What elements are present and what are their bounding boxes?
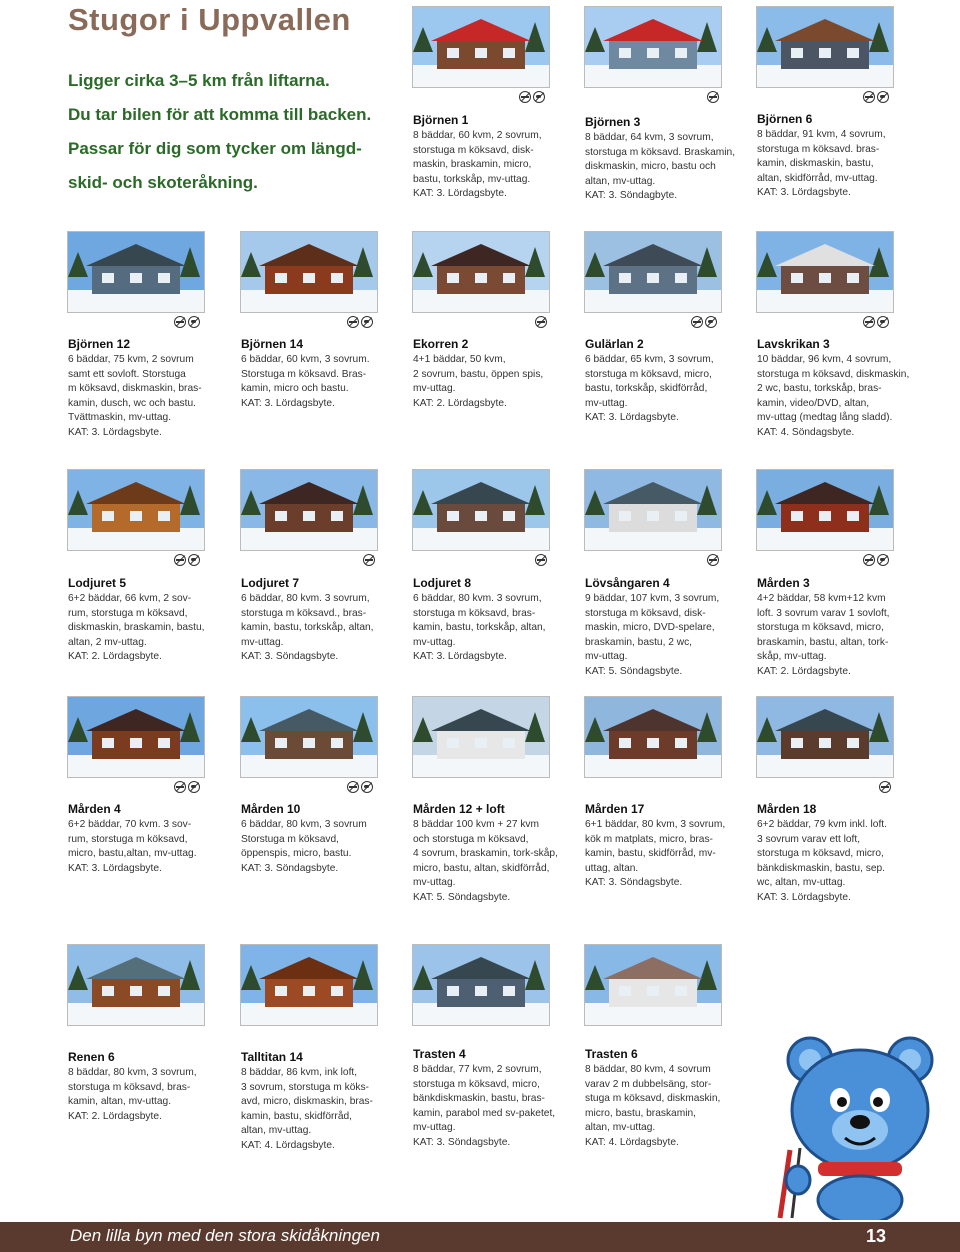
cabin-description-line: rum, storstuga m köksavd, — [68, 833, 188, 845]
cabin-description-line: wc, altan, mv-uttag. — [757, 877, 846, 888]
cabin-description-line: 4+2 bäddar, 58 kvm+12 kvm — [757, 593, 886, 604]
no-pets-icon — [533, 91, 545, 103]
no-smoking-icon — [174, 316, 186, 328]
no-pets-icon — [188, 781, 200, 793]
cabin-rule-icons — [172, 553, 200, 567]
cabin-description — [757, 128, 907, 201]
cabin-name: Lodjuret 8 — [413, 576, 472, 590]
no-smoking-icon — [879, 781, 891, 793]
cabin-photo — [757, 697, 893, 777]
cabin-photo — [585, 7, 721, 87]
cabin-description-line: 6 bäddar, 80 kvm. 3 sovrum, — [241, 593, 370, 604]
cabin-description-line: bänkdiskmaskin, bastu, bras- — [413, 1093, 545, 1104]
cabin-rule-icons — [689, 315, 717, 329]
cabin-description — [585, 592, 735, 679]
cabin-description-line: kamin, micro och bastu. — [241, 383, 349, 394]
cabin-description — [757, 818, 907, 905]
cabin-description-line: maskin, braskamin, micro, — [413, 159, 532, 170]
cabin-description-line: bastu, torkskåp, skidförråd, — [585, 383, 708, 394]
cabin-description — [413, 1063, 563, 1150]
no-smoking-icon — [174, 781, 186, 793]
cabin-description-line: 6 bäddar, 80 kvm, 3 sovrum — [241, 819, 367, 830]
cabin-description-line: KAT: 3. Lördagsbyte. — [241, 397, 335, 409]
cabin-description-line: KAT: 3. Lördagsbyte. — [413, 651, 507, 662]
cabin-description-line: bastu, torkskåp, mv-uttag. — [413, 173, 531, 185]
cabin-description-line: storstuga m köksavd, bras- — [68, 1081, 191, 1093]
cabin-description-line: storstuga m köksavd, disk- — [413, 144, 534, 156]
cabin-description-line: 8 bäddar, 91 kvm, 4 sovrum, — [757, 129, 886, 140]
cabin-photo — [413, 697, 549, 777]
no-smoking-icon — [863, 554, 875, 566]
cabin-description-line: 8 bäddar 100 kvm + 27 kvm — [413, 819, 539, 830]
cabin-name: Lövsångaren 4 — [585, 576, 670, 590]
cabin-description — [241, 592, 391, 665]
cabin-description — [413, 818, 563, 905]
cabin-description-line: öppenspis, micro, bastu. — [241, 848, 352, 859]
cabin-description-line: uttag, altan. — [585, 862, 639, 874]
footer-slogan: Den lilla byn med den stora skidåkningen — [70, 1226, 380, 1245]
cabin-description-line: KAT: 3. Söndagsbyte. — [241, 651, 339, 662]
cabin-description-line: samt ett sovloft. Storstuga — [68, 368, 186, 380]
cabin-description-line: bänkdiskmaskin, bastu, sep. — [757, 862, 885, 874]
cabin-rule-icons — [533, 553, 547, 567]
no-smoking-icon — [174, 554, 186, 566]
cabin-description-line: 8 bäddar, 86 kvm, ink loft, — [241, 1067, 358, 1078]
cabin-description-line: 2 wc, bastu, torkskåp, bras- — [757, 383, 882, 394]
cabin-description-line: 3 sovrum varav ett loft, — [757, 833, 861, 845]
cabin-description-line: Storstuga m köksavd, — [241, 833, 339, 845]
cabin-name: Mården 17 — [585, 802, 645, 816]
bear-mascot-icon — [770, 1030, 950, 1220]
cabin-description-line: storstuga m köksavd, micro, — [585, 368, 712, 380]
cabin-description-line: 8 bäddar, 64 kvm, 3 sovrum, — [585, 132, 714, 143]
no-smoking-icon — [863, 316, 875, 328]
cabin-rule-icons — [345, 315, 373, 329]
cabin-description-line: kamin, diskmaskin, bastu, — [757, 158, 874, 169]
cabin-description-line: KAT: 3. Söndagbyte. — [585, 190, 678, 201]
cabin-rule-icons — [361, 553, 375, 567]
cabin-description-line: kamin, bastu, skidförråd, — [241, 1110, 352, 1122]
cabin-description-line: KAT: 3. Lördagsbyte. — [757, 891, 851, 903]
no-smoking-icon — [535, 316, 547, 328]
cabin-description-line: mv-uttag. — [241, 636, 284, 648]
cabin-description-line: KAT: 3. Söndagsbyte. — [241, 862, 339, 874]
cabin-name: Björnen 3 — [585, 115, 641, 129]
cabin-rule-icons — [861, 90, 889, 104]
no-pets-icon — [361, 781, 373, 793]
no-pets-icon — [188, 316, 200, 328]
cabin-description-line: storstuga m köksavd, disk- — [585, 607, 706, 619]
cabin-description-line: micro, bastu, altan, skidförråd, — [413, 862, 550, 874]
cabin-description-line: altan, 2 mv-uttag. — [68, 636, 147, 648]
cabin-name: Mården 3 — [757, 576, 810, 590]
cabin-description-line: KAT: 2. Lördagsbyte. — [757, 665, 851, 677]
cabin-description-line: KAT: 5. Söndagsbyte. — [413, 891, 511, 903]
cabin-photo — [757, 470, 893, 550]
cabin-description-line: mv-uttag. — [413, 1122, 456, 1133]
cabin-name: Björnen 6 — [757, 112, 813, 126]
cabin-name: Trasten 4 — [413, 1047, 466, 1061]
cabin-rule-icons — [861, 553, 889, 567]
no-smoking-icon — [707, 91, 719, 103]
cabin-description — [241, 818, 391, 876]
cabin-description — [68, 1066, 218, 1124]
cabin-description — [241, 1066, 391, 1153]
cabin-description-line: skåp, mv-uttag. — [757, 651, 827, 662]
no-smoking-icon — [707, 554, 719, 566]
cabin-name: Gulärlan 2 — [585, 337, 644, 351]
cabin-description-line: KAT: 3. Söndagsbyte. — [585, 877, 683, 888]
cabin-description — [413, 353, 563, 411]
intro-line: Ligger cirka 3–5 km från liftarna. — [68, 71, 330, 90]
cabin-description-line: storstuga m köksavd, micro, — [757, 622, 884, 633]
cabin-photo — [413, 470, 549, 550]
cabin-description — [413, 129, 563, 202]
cabin-rule-icons — [861, 315, 889, 329]
no-pets-icon — [361, 316, 373, 328]
cabin-description-line: m köksavd, diskmaskin, bras- — [68, 383, 202, 394]
cabin-description-line: kamin, dusch, wc och bastu. — [68, 397, 196, 409]
page-title: Stugor i Uppvallen — [68, 2, 351, 37]
cabin-photo — [241, 232, 377, 312]
cabin-description-line: kamin, bastu, torkskåp, altan, — [241, 622, 374, 633]
cabin-photo — [585, 697, 721, 777]
cabin-rule-icons — [172, 315, 200, 329]
cabin-description-line: 8 bäddar, 77 kvm, 2 sovrum, — [413, 1064, 542, 1075]
cabin-photo — [241, 697, 377, 777]
cabin-description-line: kamin, video/DVD, altan, — [757, 397, 870, 409]
cabin-description — [68, 353, 218, 440]
cabin-name: Trasten 6 — [585, 1047, 638, 1061]
cabin-description-line: altan, mv-uttag. — [585, 1122, 656, 1133]
cabin-description-line: KAT: 3. Lördagsbyte. — [413, 188, 507, 199]
footer-bar — [0, 1222, 960, 1252]
cabin-name: Mården 12 + loft — [413, 802, 505, 816]
no-smoking-icon — [691, 316, 703, 328]
cabin-name: Björnen 1 — [413, 113, 469, 127]
intro-line: Du tar bilen för att komma till backen. — [68, 105, 372, 124]
cabin-rule-icons — [533, 315, 547, 329]
cabin-photo — [413, 232, 549, 312]
cabin-description — [241, 353, 391, 411]
cabin-description-line: 8 bäddar, 60 kvm, 2 sovrum, — [413, 130, 542, 141]
cabin-name: Renen 6 — [68, 1050, 115, 1064]
cabin-name: Björnen 14 — [241, 337, 304, 351]
no-pets-icon — [877, 316, 889, 328]
cabin-description-line: 6 bäddar, 65 kvm, 3 sovrum, — [585, 354, 714, 365]
cabin-description-line: mv-uttag. — [413, 636, 456, 648]
cabin-description-line: och storstuga m köksavd, — [413, 833, 529, 845]
cabin-photo — [68, 232, 204, 312]
no-pets-icon — [188, 554, 200, 566]
cabin-photo — [585, 945, 721, 1025]
cabin-name: Ekorren 2 — [413, 337, 469, 351]
intro-text — [68, 64, 372, 200]
cabin-description-line: 3 sovrum, storstuga m köks- — [241, 1081, 369, 1093]
page-number: 13 — [866, 1226, 887, 1246]
cabin-description-line: stuga m köksavd, diskmaskin, — [585, 1093, 721, 1104]
cabin-description-line: diskmaskin, micro, bastu och — [585, 161, 716, 172]
cabin-photo — [68, 945, 204, 1025]
cabin-description — [757, 353, 910, 440]
no-smoking-icon — [347, 316, 359, 328]
cabin-description — [68, 818, 218, 876]
cabin-description-line: altan, mv-uttag. — [241, 1125, 312, 1136]
no-pets-icon — [705, 316, 717, 328]
cabin-description-line: 6+2 bäddar, 79 kvm inkl. loft. — [757, 819, 887, 830]
cabin-description — [413, 592, 563, 665]
cabin-description-line: maskin, micro, DVD-spelare, — [585, 622, 715, 633]
cabin-description-line: storstuga m köksavd, bras- — [413, 607, 536, 619]
cabin-photo — [585, 232, 721, 312]
cabin-description-line: Storstuga m köksavd. Bras- — [241, 368, 367, 380]
cabin-photo — [585, 470, 721, 550]
cabin-description-line: 6+1 bäddar, 80 kvm, 3 sovrum, — [585, 819, 726, 830]
cabin-description — [68, 592, 218, 665]
cabin-description-line: mv-uttag. — [413, 877, 456, 888]
cabin-description-line: 6+2 bäddar, 66 kvm, 2 sov- — [68, 593, 192, 604]
cabin-description-line: KAT: 2. Lördagsbyte. — [68, 1110, 162, 1122]
cabin-rule-icons — [517, 90, 545, 104]
cabin-description-line: braskamin, bastu, altan, tork- — [757, 636, 889, 648]
cabin-description-line: varav 2 m dubbelsäng, stor- — [585, 1078, 712, 1090]
cabin-description-line: KAT: 5. Söndagsbyte. — [585, 665, 683, 677]
cabin-rule-icons — [877, 780, 891, 794]
cabin-rule-icons — [345, 780, 373, 794]
cabin-name: Lodjuret 7 — [241, 576, 300, 590]
cabin-description-line: 6 bäddar, 80 kvm. 3 sovrum, — [413, 593, 542, 604]
cabin-description-line: KAT: 3. Lördagsbyte. — [585, 412, 679, 423]
cabin-photo — [68, 697, 204, 777]
cabin-description-line: KAT: 3. Lördagsbyte. — [757, 187, 851, 198]
cabin-description-line: storstuga m köksavd. bras- — [757, 143, 880, 155]
cabin-photo — [241, 945, 377, 1025]
cabin-description — [585, 818, 735, 891]
cabin-photo — [241, 470, 377, 550]
cabin-description-line: 9 bäddar, 107 kvm, 3 sovrum, — [585, 593, 720, 604]
cabin-description-line: altan, mv-uttag. — [585, 175, 656, 187]
cabin-description-line: kamin, parabol med sv-paketet, — [413, 1107, 556, 1119]
cabin-description-line: 6+2 bäddar, 70 kvm. 3 sov- — [68, 819, 192, 830]
cabin-description-line: storstuga m köksavd, micro, — [413, 1078, 540, 1090]
cabin-description-line: kamin, bastu, torkskåp, altan, — [413, 622, 546, 633]
cabin-description-line: 4+1 bäddar, 50 kvm, — [413, 354, 506, 365]
no-smoking-icon — [519, 91, 531, 103]
cabin-description-line: KAT: 2. Lördagsbyte. — [413, 397, 507, 409]
intro-line: Passar för dig som tycker om längd- — [68, 139, 362, 158]
no-pets-icon — [877, 554, 889, 566]
cabin-description-line: 6 bäddar, 75 kvm, 2 sovrum — [68, 354, 194, 365]
cabin-description-line: kamin, bastu, skidförråd, mv- — [585, 848, 716, 859]
cabin-photo — [757, 7, 893, 87]
cabin-description-line: Tvättmaskin, mv-uttag. — [68, 412, 172, 423]
cabin-description-line: storstuga m köksavd, diskmaskin, — [757, 368, 910, 380]
cabin-description — [757, 592, 907, 679]
cabin-description-line: KAT: 4. Lördagsbyte. — [585, 1136, 679, 1148]
cabin-name: Mården 4 — [68, 802, 121, 816]
cabin-description-line: 8 bäddar, 80 kvm, 4 sovrum — [585, 1064, 711, 1075]
cabin-description-line: KAT: 4. Söndagsbyte. — [757, 426, 855, 438]
cabin-description-line: micro, bastu, braskamin, — [585, 1107, 696, 1119]
cabin-description-line: kamin, altan, mv-uttag. — [68, 1096, 172, 1107]
intro-line: skid- och skoteråkning. — [68, 173, 258, 192]
cabin-description-line: mv-uttag. — [413, 383, 456, 394]
cabin-photo — [413, 945, 549, 1025]
cabin-description-line: avd, micro, diskmaskin, bras- — [241, 1096, 373, 1107]
cabin-description-line: mv-uttag. — [585, 651, 628, 662]
cabin-photo — [413, 7, 549, 87]
cabin-description-line: 10 bäddar, 96 kvm, 4 sovrum, — [757, 354, 892, 365]
cabin-name: Talltitan 14 — [241, 1050, 303, 1064]
cabin-description-line: KAT: 3. Lördagsbyte. — [68, 862, 162, 874]
cabin-rule-icons — [705, 553, 719, 567]
cabin-photo — [68, 470, 204, 550]
cabin-description-line: KAT: 3. Lördagsbyte. — [68, 426, 162, 438]
cabin-description-line: KAT: 2. Lördagsbyte. — [68, 651, 162, 662]
cabin-description-line: mv-uttag (medtag lång sladd). — [757, 412, 893, 423]
cabin-description-line: kök m matplats, micro, bras- — [585, 833, 713, 845]
cabin-description-line: 2 sovrum, bastu, öppen spis, — [413, 368, 544, 380]
no-pets-icon — [877, 91, 889, 103]
cabin-description-line: KAT: 4. Lördagsbyte. — [241, 1139, 335, 1151]
cabin-description-line: KAT: 3. Söndagsbyte. — [413, 1136, 511, 1148]
no-smoking-icon — [863, 91, 875, 103]
no-smoking-icon — [363, 554, 375, 566]
cabin-description-line: storstuga m köksavd, micro, — [757, 848, 884, 859]
no-smoking-icon — [535, 554, 547, 566]
cabin-name: Björnen 12 — [68, 337, 131, 351]
cabin-description-line: diskmaskin, braskamin, bastu, — [68, 622, 205, 633]
cabin-description-line: braskamin, bastu, 2 wc, — [585, 636, 693, 648]
no-smoking-icon — [347, 781, 359, 793]
cabin-description — [585, 353, 735, 426]
cabin-rule-icons — [172, 780, 200, 794]
cabin-description-line: storstuga m köksavd. Braskamin, — [585, 146, 736, 158]
cabin-description-line: rum, storstuga m köksavd, — [68, 607, 188, 619]
cabin-description-line: 6 bäddar, 60 kvm, 3 sovrum. — [241, 354, 370, 365]
cabin-description-line: altan, skidförråd, mv-uttag. — [757, 172, 878, 184]
cabin-photo — [757, 232, 893, 312]
cabin-description-line: storstuga m köksavd., bras- — [241, 607, 367, 619]
cabin-description — [585, 1063, 735, 1150]
cabin-name: Mården 18 — [757, 802, 817, 816]
cabin-description-line: micro, bastu,altan, mv-uttag. — [68, 848, 197, 859]
cabin-name: Mården 10 — [241, 802, 301, 816]
cabin-name: Lavskrikan 3 — [757, 337, 830, 351]
cabin-description-line: 8 bäddar, 80 kvm, 3 sovrum, — [68, 1067, 197, 1078]
cabin-description-line: loft. 3 sovrum varav 1 sovloft, — [757, 607, 890, 619]
cabin-rule-icons — [705, 90, 719, 104]
cabin-description-line: mv-uttag. — [585, 397, 628, 409]
cabin-description — [585, 131, 735, 204]
cabin-description-line: 4 sovrum, braskamin, tork-skåp, — [413, 848, 558, 859]
cabin-name: Lodjuret 5 — [68, 576, 127, 590]
